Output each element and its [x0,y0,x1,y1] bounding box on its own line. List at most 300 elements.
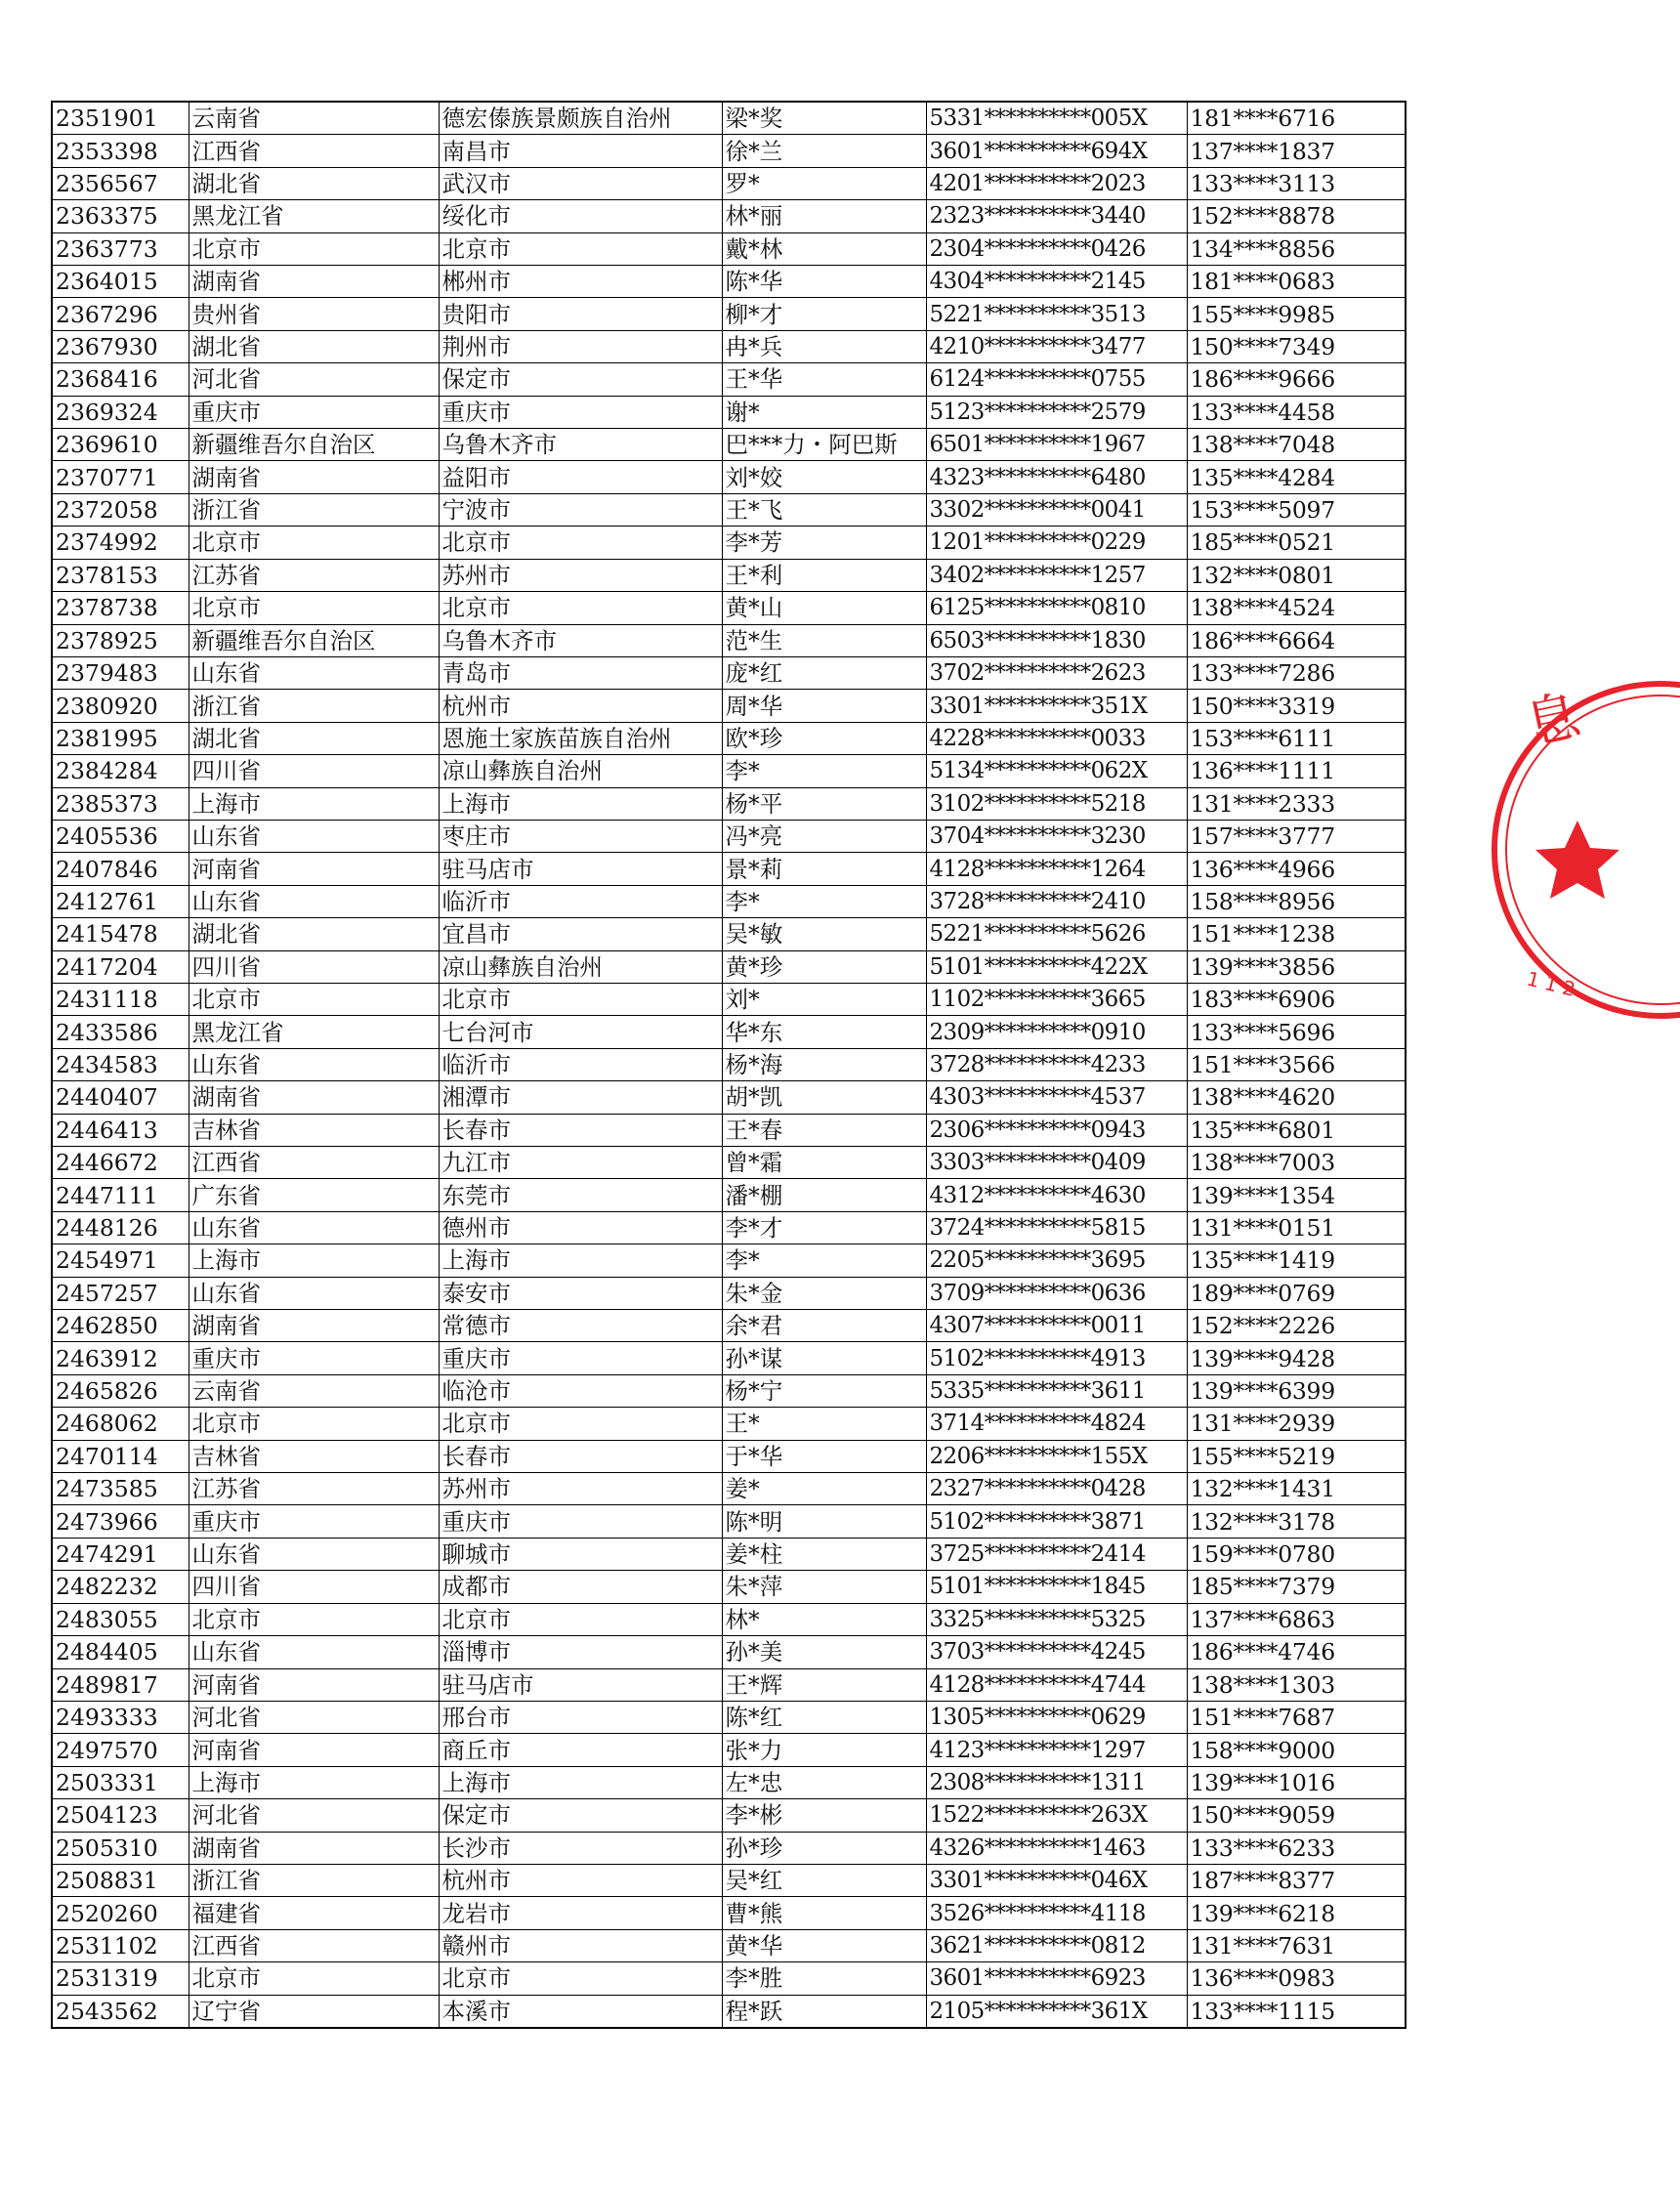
cell-phone: 133****3113 [1187,167,1406,199]
cell-id: 2385373 [52,787,189,820]
cell-id: 2379483 [52,656,189,689]
cell-city: 苏州市 [439,1473,722,1505]
cell-phone: 136****1111 [1187,755,1406,787]
cell-province: 贵州省 [189,298,439,330]
cell-id: 2505310 [52,1832,189,1864]
cell-idcard: 4128**********4744 [926,1668,1187,1701]
cell-idcard: 3714**********4824 [926,1408,1187,1440]
cell-city: 凉山彝族自治州 [439,755,722,787]
cell-idcard: 6124**********0755 [926,363,1187,396]
cell-province: 山东省 [189,1277,439,1309]
cell-city: 凉山彝族自治州 [439,950,722,983]
cell-phone: 186****4746 [1187,1636,1406,1668]
table-row [52,1114,1406,1146]
cell-phone: 136****0983 [1187,1962,1406,1995]
cell-province: 山东省 [189,1538,439,1570]
table-row [52,1408,1406,1440]
cell-phone: 138****4524 [1187,592,1406,624]
table-row [52,1342,1406,1374]
cell-name: 朱*萍 [722,1571,926,1603]
cell-city: 恩施土家族苗族自治州 [439,722,722,754]
cell-idcard: 3704**********3230 [926,820,1187,852]
cell-city: 临沂市 [439,1048,722,1080]
cell-name: 庞*红 [722,656,926,689]
cell-id: 2380920 [52,690,189,722]
cell-phone: 132****0801 [1187,559,1406,591]
cell-idcard: 2105**********361X [926,1995,1187,2028]
cell-id: 2384284 [52,755,189,787]
cell-city: 临沂市 [439,885,722,917]
cell-province: 湖南省 [189,266,439,298]
cell-city: 长沙市 [439,1832,722,1864]
cell-province: 四川省 [189,755,439,787]
table-row [52,559,1406,591]
cell-idcard: 3601**********694X [926,135,1187,167]
cell-idcard: 4210**********3477 [926,330,1187,362]
cell-province: 江西省 [189,1147,439,1179]
cell-name: 陈*红 [722,1701,926,1733]
table-row [52,429,1406,461]
cell-idcard: 4307**********0011 [926,1310,1187,1342]
cell-idcard: 6503**********1830 [926,624,1187,656]
cell-id: 2473966 [52,1505,189,1538]
cell-name: 戴*林 [722,232,926,265]
cell-phone: 135****6801 [1187,1114,1406,1146]
cell-id: 2405536 [52,820,189,852]
table-row [52,918,1406,950]
cell-phone: 131****2939 [1187,1408,1406,1440]
cell-idcard: 4303**********4537 [926,1081,1187,1114]
cell-idcard: 5101**********1845 [926,1571,1187,1603]
cell-province: 河北省 [189,1799,439,1832]
table-row [52,167,1406,199]
cell-idcard: 3102**********5218 [926,787,1187,820]
cell-province: 新疆维吾尔自治区 [189,624,439,656]
cell-id: 2412761 [52,885,189,917]
cell-idcard: 3728**********2410 [926,885,1187,917]
cell-province: 湖南省 [189,1832,439,1864]
table-row [52,885,1406,917]
table-row [52,527,1406,559]
table-row [52,722,1406,754]
cell-province: 云南省 [189,102,439,135]
cell-name: 程*跃 [722,1995,926,2028]
cell-city: 北京市 [439,983,722,1015]
cell-city: 驻马店市 [439,853,722,885]
records-table-body [52,102,1406,2028]
table-row [52,232,1406,265]
cell-province: 湖北省 [189,722,439,754]
cell-id: 2493333 [52,1701,189,1733]
cell-phone: 139****6218 [1187,1897,1406,1929]
cell-phone: 150****9059 [1187,1799,1406,1832]
cell-city: 北京市 [439,592,722,624]
cell-name: 巴***力・阿巴斯 [722,429,926,461]
cell-idcard: 4326**********1463 [926,1832,1187,1864]
cell-province: 上海市 [189,787,439,820]
cell-province: 重庆市 [189,1505,439,1538]
cell-phone: 153****5097 [1187,493,1406,526]
cell-city: 乌鲁木齐市 [439,429,722,461]
cell-name: 王*利 [722,559,926,591]
table-row [52,1571,1406,1603]
table-row [52,102,1406,135]
cell-city: 贵阳市 [439,298,722,330]
cell-idcard: 3301**********046X [926,1864,1187,1896]
cell-id: 2504123 [52,1799,189,1832]
cell-phone: 139****3856 [1187,950,1406,983]
cell-phone: 189****0769 [1187,1277,1406,1309]
cell-province: 山东省 [189,1048,439,1080]
cell-name: 李* [722,885,926,917]
cell-province: 吉林省 [189,1440,439,1472]
cell-idcard: 5101**********422X [926,950,1187,983]
cell-province: 山东省 [189,820,439,852]
cell-id: 2482232 [52,1571,189,1603]
cell-idcard: 3325**********5325 [926,1603,1187,1635]
cell-province: 重庆市 [189,1342,439,1374]
cell-idcard: 3526**********4118 [926,1897,1187,1929]
cell-idcard: 5123**********2579 [926,396,1187,428]
cell-phone: 134****8856 [1187,232,1406,265]
cell-idcard: 1201**********0229 [926,527,1187,559]
cell-phone: 133****7286 [1187,656,1406,689]
cell-id: 2433586 [52,1016,189,1048]
cell-name: 李* [722,755,926,787]
table-row [52,1668,1406,1701]
cell-phone: 138****7048 [1187,429,1406,461]
cell-name: 王*飞 [722,493,926,526]
cell-name: 欧*珍 [722,722,926,754]
cell-city: 泰安市 [439,1277,722,1309]
cell-name: 谢* [722,396,926,428]
cell-phone: 139****6399 [1187,1374,1406,1407]
seal-digits: 112 [1524,966,1584,1003]
cell-idcard: 2308**********1311 [926,1766,1187,1798]
cell-idcard: 3601**********6923 [926,1962,1187,1995]
cell-phone: 133****5696 [1187,1016,1406,1048]
cell-province: 河北省 [189,363,439,396]
cell-name: 杨*海 [722,1048,926,1080]
cell-id: 2448126 [52,1211,189,1244]
cell-id: 2369324 [52,396,189,428]
cell-id: 2378738 [52,592,189,624]
cell-idcard: 3303**********0409 [926,1147,1187,1179]
cell-name: 于*华 [722,1440,926,1472]
cell-phone: 137****1837 [1187,135,1406,167]
table-row [52,1799,1406,1832]
cell-idcard: 2327**********0428 [926,1473,1187,1505]
cell-city: 长春市 [439,1114,722,1146]
cell-name: 张*力 [722,1734,926,1766]
cell-province: 辽宁省 [189,1995,439,2028]
cell-name: 冯*亮 [722,820,926,852]
cell-idcard: 3402**********1257 [926,559,1187,591]
cell-name: 林*丽 [722,200,926,232]
seal-character: 息 [1519,684,1586,758]
table-row [52,1832,1406,1864]
cell-province: 江苏省 [189,559,439,591]
table-row [52,266,1406,298]
cell-idcard: 5134**********062X [926,755,1187,787]
cell-idcard: 6501**********1967 [926,429,1187,461]
cell-province: 上海市 [189,1244,439,1277]
cell-name: 徐*兰 [722,135,926,167]
cell-idcard: 3703**********4245 [926,1636,1187,1668]
cell-province: 浙江省 [189,1864,439,1896]
cell-phone: 138****1303 [1187,1668,1406,1701]
table-row [52,983,1406,1015]
cell-city: 上海市 [439,1766,722,1798]
cell-city: 杭州市 [439,690,722,722]
cell-idcard: 5102**********4913 [926,1342,1187,1374]
cell-province: 四川省 [189,1571,439,1603]
cell-province: 四川省 [189,950,439,983]
table-row [52,1374,1406,1407]
cell-id: 2381995 [52,722,189,754]
cell-idcard: 5335**********3611 [926,1374,1187,1407]
table-row [52,1179,1406,1211]
table-row [52,853,1406,885]
cell-city: 龙岩市 [439,1897,722,1929]
cell-id: 2463912 [52,1342,189,1374]
cell-city: 苏州市 [439,559,722,591]
table-row [52,755,1406,787]
cell-phone: 181****6716 [1187,102,1406,135]
cell-city: 东莞市 [439,1179,722,1211]
cell-name: 左*忠 [722,1766,926,1798]
cell-phone: 133****1115 [1187,1995,1406,2028]
table-row [52,1897,1406,1929]
cell-province: 新疆维吾尔自治区 [189,429,439,461]
cell-city: 重庆市 [439,1505,722,1538]
cell-city: 本溪市 [439,1995,722,2028]
cell-idcard: 5221**********5626 [926,918,1187,950]
cell-id: 2378153 [52,559,189,591]
cell-name: 孙*珍 [722,1832,926,1864]
cell-phone: 135****4284 [1187,461,1406,493]
cell-city: 乌鲁木齐市 [439,624,722,656]
cell-province: 江西省 [189,1929,439,1961]
cell-id: 2364015 [52,266,189,298]
cell-province: 湖北省 [189,167,439,199]
cell-id: 2483055 [52,1603,189,1635]
cell-city: 宁波市 [439,493,722,526]
cell-city: 北京市 [439,232,722,265]
cell-province: 山东省 [189,1636,439,1668]
cell-province: 吉林省 [189,1114,439,1146]
cell-id: 2470114 [52,1440,189,1472]
cell-id: 2415478 [52,918,189,950]
cell-phone: 185****7379 [1187,1571,1406,1603]
cell-id: 2508831 [52,1864,189,1896]
cell-idcard: 3709**********0636 [926,1277,1187,1309]
cell-phone: 181****0683 [1187,266,1406,298]
cell-name: 华*东 [722,1016,926,1048]
cell-phone: 158****9000 [1187,1734,1406,1766]
table-row [52,461,1406,493]
cell-idcard: 3728**********4233 [926,1048,1187,1080]
cell-name: 胡*凯 [722,1081,926,1114]
table-row [52,1734,1406,1766]
cell-city: 聊城市 [439,1538,722,1570]
cell-phone: 131****7631 [1187,1929,1406,1961]
cell-id: 2457257 [52,1277,189,1309]
cell-name: 余*君 [722,1310,926,1342]
cell-province: 黑龙江省 [189,200,439,232]
cell-id: 2446413 [52,1114,189,1146]
cell-province: 山东省 [189,656,439,689]
cell-idcard: 6125**********0810 [926,592,1187,624]
cell-phone: 139****1016 [1187,1766,1406,1798]
cell-province: 浙江省 [189,690,439,722]
cell-phone: 150****3319 [1187,690,1406,722]
cell-idcard: 1522**********263X [926,1799,1187,1832]
cell-province: 北京市 [189,1603,439,1635]
table-row [52,1310,1406,1342]
cell-idcard: 3724**********5815 [926,1211,1187,1244]
cell-phone: 186****6664 [1187,624,1406,656]
table-row [52,1538,1406,1570]
records-table [51,101,1407,2029]
cell-city: 上海市 [439,1244,722,1277]
cell-city: 绥化市 [439,200,722,232]
cell-idcard: 1102**********3665 [926,983,1187,1015]
cell-idcard: 1305**********0629 [926,1701,1187,1733]
cell-province: 浙江省 [189,493,439,526]
cell-phone: 138****7003 [1187,1147,1406,1179]
table-row [52,656,1406,689]
cell-phone: 131****0151 [1187,1211,1406,1244]
cell-province: 湖北省 [189,918,439,950]
table-row [52,200,1406,232]
cell-idcard: 4323**********6480 [926,461,1187,493]
cell-name: 周*华 [722,690,926,722]
cell-id: 2356567 [52,167,189,199]
cell-id: 2462850 [52,1310,189,1342]
cell-idcard: 4128**********1264 [926,853,1187,885]
cell-province: 上海市 [189,1766,439,1798]
cell-phone: 186****9666 [1187,363,1406,396]
table-row [52,787,1406,820]
cell-city: 常德市 [439,1310,722,1342]
cell-name: 杨*宁 [722,1374,926,1407]
cell-phone: 151****7687 [1187,1701,1406,1733]
cell-province: 重庆市 [189,396,439,428]
cell-city: 武汉市 [439,167,722,199]
cell-province: 江苏省 [189,1473,439,1505]
cell-city: 宜昌市 [439,918,722,950]
cell-city: 重庆市 [439,1342,722,1374]
cell-id: 2440407 [52,1081,189,1114]
cell-phone: 151****3566 [1187,1048,1406,1080]
cell-phone: 132****3178 [1187,1505,1406,1538]
cell-name: 林* [722,1603,926,1635]
cell-idcard: 5102**********3871 [926,1505,1187,1538]
cell-city: 成都市 [439,1571,722,1603]
cell-city: 淄博市 [439,1636,722,1668]
cell-city: 保定市 [439,363,722,396]
cell-id: 2447111 [52,1179,189,1211]
cell-phone: 151****1238 [1187,918,1406,950]
table-row [52,1081,1406,1114]
table-row [52,1636,1406,1668]
cell-phone: 157****3777 [1187,820,1406,852]
cell-idcard: 3301**********351X [926,690,1187,722]
cell-phone: 183****6906 [1187,983,1406,1015]
table-row [52,135,1406,167]
cell-idcard: 4228**********0033 [926,722,1187,754]
cell-phone: 133****6233 [1187,1832,1406,1864]
cell-province: 山东省 [189,1211,439,1244]
cell-city: 青岛市 [439,656,722,689]
cell-name: 李*彬 [722,1799,926,1832]
cell-name: 王* [722,1408,926,1440]
cell-name: 吴*敏 [722,918,926,950]
table-row [52,493,1406,526]
cell-province: 北京市 [189,232,439,265]
cell-name: 吴*红 [722,1864,926,1896]
cell-city: 荆州市 [439,330,722,362]
cell-province: 江西省 [189,135,439,167]
cell-id: 2434583 [52,1048,189,1080]
cell-name: 景*莉 [722,853,926,885]
cell-phone: 187****8377 [1187,1864,1406,1896]
cell-province: 河南省 [189,1668,439,1701]
cell-province: 北京市 [189,1408,439,1440]
cell-idcard: 2309**********0910 [926,1016,1187,1048]
table-row [52,1244,1406,1277]
table-row [52,1701,1406,1733]
cell-name: 陈*华 [722,266,926,298]
cell-phone: 152****2226 [1187,1310,1406,1342]
table-row [52,330,1406,362]
table-row [52,1211,1406,1244]
table-row [52,1962,1406,1995]
cell-phone: 150****7349 [1187,330,1406,362]
cell-name: 黄*山 [722,592,926,624]
table-row [52,1766,1406,1798]
table-row [52,1864,1406,1896]
cell-name: 梁*奖 [722,102,926,135]
cell-province: 北京市 [189,592,439,624]
cell-phone: 135****1419 [1187,1244,1406,1277]
cell-city: 枣庄市 [439,820,722,852]
cell-phone: 136****4966 [1187,853,1406,885]
cell-province: 福建省 [189,1897,439,1929]
cell-city: 九江市 [439,1147,722,1179]
cell-name: 潘*棚 [722,1179,926,1211]
cell-name: 曹*熊 [722,1897,926,1929]
cell-id: 2531319 [52,1962,189,1995]
table-row [52,1473,1406,1505]
cell-phone: 155****9985 [1187,298,1406,330]
cell-id: 2454971 [52,1244,189,1277]
cell-idcard: 2205**********3695 [926,1244,1187,1277]
cell-name: 冉*兵 [722,330,926,362]
cell-province: 湖南省 [189,1310,439,1342]
cell-name: 王*春 [722,1114,926,1146]
cell-city: 商丘市 [439,1734,722,1766]
cell-name: 黄*华 [722,1929,926,1961]
table-row [52,1929,1406,1961]
cell-idcard: 4201**********2023 [926,167,1187,199]
cell-province: 湖南省 [189,1081,439,1114]
cell-id: 2543562 [52,1995,189,2028]
cell-idcard: 2306**********0943 [926,1114,1187,1146]
cell-province: 河南省 [189,853,439,885]
cell-name: 曾*霜 [722,1147,926,1179]
